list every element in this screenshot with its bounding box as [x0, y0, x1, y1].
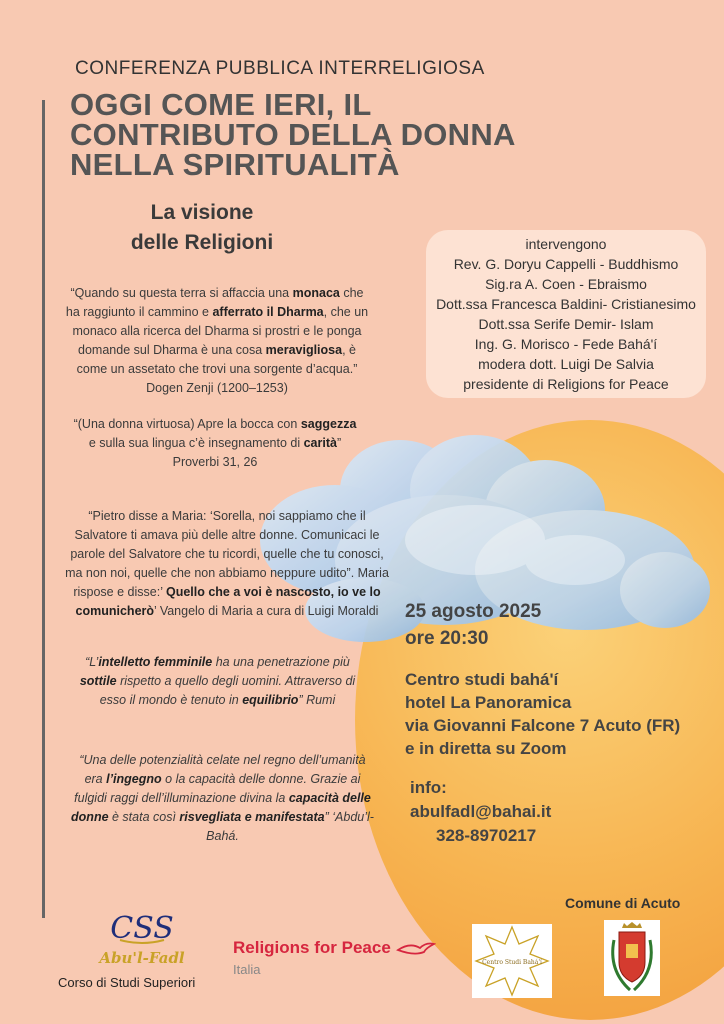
quote-emphasis: saggezza — [300, 417, 357, 431]
stamp-text: Centro Studi Bahá'í — [482, 959, 542, 966]
quote-text: , che un monaco alla ricerca del Dharma si prostri e le ponga domande sul Dharma è una cosa — [72, 305, 369, 357]
quote-text: è stata così — [108, 810, 180, 824]
quote-text: “Quando su questa terra si affaccia una — [70, 286, 293, 300]
quote-emphasis: afferrato il Dharma — [212, 305, 324, 319]
subtitle-line: La visione — [150, 201, 254, 224]
quote-bahai — [70, 751, 375, 846]
speaker-line: intervengono — [525, 236, 607, 252]
coat-of-arms-icon — [604, 920, 660, 996]
quote-text: “Una delle potenzialità celate nel regno dell’umanità era — [79, 753, 366, 786]
dove-icon — [396, 940, 436, 958]
contact-info — [410, 776, 551, 848]
speaker-line: Sig.ra A. Coen - Ebraismo — [485, 276, 647, 292]
rfp-country: Italia — [233, 962, 261, 977]
venue-line: hotel La Panoramica — [405, 693, 572, 712]
speaker-line: presidente di Religions for Peace — [463, 376, 669, 392]
main-title-line: NELLA SPIRITUALITÀ — [70, 147, 400, 182]
conference-pretitle: CONFERENZA PUBBLICA INTERRELIGIOSA — [75, 58, 485, 79]
venue-line: via Giovanni Falcone 7 Acuto (FR) — [405, 716, 681, 735]
quote-text: “L’ — [85, 655, 99, 669]
venue-line: e in diretta su Zoom — [405, 739, 567, 758]
main-title — [70, 87, 670, 182]
quote-text: o la capacità delle donne. Grazie ai fulgidi raggi dell’illuminazione divina la — [74, 772, 361, 805]
quote-emphasis: meravigliosa — [265, 343, 343, 357]
quote-text: rispetto a quello degli uomini. Attraverso di esso il mondo è tenuto in — [99, 674, 356, 707]
subtitle-line: delle Religioni — [130, 231, 274, 254]
quote-text: ” Rumi — [298, 693, 336, 707]
star-icon — [472, 924, 552, 998]
css-logo — [92, 910, 192, 967]
speaker-line: Ing. G. Morisco - Fede Bahá'í — [474, 336, 658, 352]
quote-christianity — [62, 507, 392, 621]
css-caption: Corso di Studi Superiori — [58, 975, 196, 990]
quote-emphasis: l’ingegno — [106, 772, 162, 786]
event-datetime — [405, 598, 541, 652]
contact-phone: 328-8970217 — [436, 826, 537, 845]
quote-text: ’ Vangelo di Maria a cura di Luigi Moraldi — [154, 604, 379, 618]
quote-text: che ha raggiunto il cammino e — [65, 286, 364, 319]
quote-judaism — [70, 415, 360, 472]
css-name: Abu'l-Fadl — [99, 949, 185, 967]
acuto-crest — [604, 920, 660, 996]
rfp-name: Religions for Peace — [233, 938, 391, 957]
event-venue — [405, 668, 680, 760]
quote-emphasis: intelletto femminile — [98, 655, 213, 669]
rfp-logo — [233, 938, 436, 958]
info-label: info: — [410, 778, 447, 797]
vertical-divider — [42, 100, 45, 918]
quote-text: ha una penetrazione più — [212, 655, 350, 669]
quote-emphasis: capacità delle donne — [71, 791, 371, 824]
quote-text: ” Proverbi 31, 26 — [172, 436, 342, 469]
main-title-line: CONTRIBUTO DELLA DONNA — [70, 117, 516, 152]
speaker-line: Dott.ssa Francesca Baldini- Cristianesimo — [436, 296, 696, 312]
speaker-line: modera dott. Luigi De Salvia — [478, 356, 654, 372]
quote-text: “(Una donna virtuosa) Apre la bocca con — [73, 417, 301, 431]
quote-text: , è come un assetato che trovi una sorgente d’acqua.” Dogen Zenji (1200–1253) — [76, 343, 358, 395]
event-time: ore 20:30 — [405, 628, 489, 649]
css-monogram-icon — [92, 910, 192, 946]
quote-text: ” ‘Abdu’l-Bahá. — [206, 810, 374, 843]
quote-emphasis: risvegliata e manifestata — [179, 810, 325, 824]
css-monogram: CSS — [110, 911, 174, 946]
quote-islam — [75, 653, 360, 710]
centro-studi-stamp — [472, 924, 552, 998]
quote-emphasis: carità — [303, 436, 337, 450]
quote-emphasis: equilibrio — [242, 693, 299, 707]
quote-text: e sulla sua lingua c’è insegnamento di — [88, 436, 304, 450]
quote-emphasis: monaca — [292, 286, 340, 300]
subtitle — [92, 198, 312, 258]
quote-text: “Pietro disse a Maria: ‘Sorella, noi sappiamo che il Salvatore ti amava più delle altre donne. Comunicaci le parole del Salvatore che tu ricordi, quelle che tu conosci, ma non noi, quelle che non abbiamo neppure udito”. Maria rispose e disse:’ — [65, 509, 389, 599]
quote-emphasis: sottile — [79, 674, 117, 688]
main-title-line: OGGI COME IERI, IL — [70, 87, 372, 122]
comune-label: Comune di Acuto — [565, 895, 681, 911]
contact-email[interactable]: abulfadl@bahai.it — [410, 802, 552, 821]
venue-line: Centro studi bahá'í — [405, 670, 559, 689]
speaker-line: Dott.ssa Serife Demir- Islam — [478, 316, 654, 332]
quote-emphasis: Quello che a voi è nascosto, io ve lo comunicherò — [75, 585, 381, 618]
quote-buddhism — [62, 284, 372, 398]
speakers-box — [426, 230, 706, 398]
speaker-line: Rev. G. Doryu Cappelli - Buddhismo — [453, 256, 679, 272]
event-date: 25 agosto 2025 — [405, 601, 542, 622]
